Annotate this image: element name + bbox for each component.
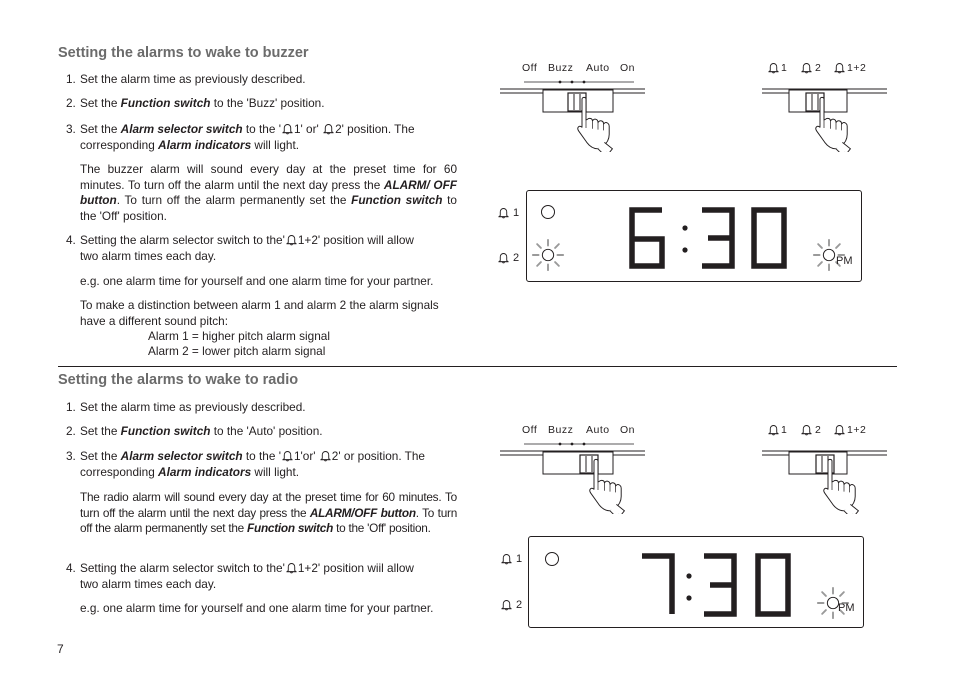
step-text: Set the alarm time as previously described.	[80, 72, 306, 86]
alarm-2-label: 2	[331, 449, 339, 463]
function-switch-diagram-auto	[500, 422, 650, 514]
display-alarm2-label: 2	[516, 599, 523, 611]
selector-label-1: 1	[781, 62, 788, 74]
alarm-1-label: 1	[293, 122, 301, 136]
buzzer-description	[80, 162, 457, 224]
step-text: two alarm times each day.	[80, 248, 217, 263]
pm-indicator: PM	[838, 602, 855, 614]
pm-indicator: PM	[836, 255, 853, 267]
step-text: Set the	[80, 424, 121, 438]
step-text: ' position will allow	[317, 233, 414, 247]
buzzer-step-1	[66, 72, 306, 88]
step-number: 2.	[66, 424, 76, 438]
step-text: Set the	[80, 96, 121, 110]
step-text: will light.	[251, 137, 299, 152]
step-text: Set the	[80, 449, 121, 463]
alarm-bell-icon	[281, 123, 294, 135]
lcd-display-radio	[498, 536, 868, 628]
step-number: 1.	[66, 400, 76, 414]
step-text: Setting the alarm selector switch to the'	[80, 233, 285, 247]
alarm-bell-icon	[285, 562, 298, 574]
alarm-2-label: 2	[335, 122, 342, 136]
switch-label-off: Off	[522, 424, 538, 436]
step-text: ' position wiil allow	[317, 561, 414, 575]
page-number: 7	[57, 642, 64, 656]
alarm-both-label: 1+2	[297, 233, 318, 247]
alarm-selector-graphic	[762, 422, 892, 514]
para-text: The radio alarm will sound every day at the preset time for 60 minutes. To turn off the alarm until the next day press the	[80, 490, 457, 520]
buzzer-example: e.g. one alarm time for yourself and one alarm time for your partner.	[80, 274, 434, 288]
selector-label-2: 2	[815, 424, 822, 436]
step-text: corresponding	[80, 137, 159, 152]
selector-label-2: 2	[815, 62, 822, 74]
switch-label-off: Off	[522, 62, 538, 74]
digit-0	[758, 556, 788, 614]
step-text: will light.	[251, 464, 299, 479]
lcd-display-buzzer	[496, 190, 866, 282]
function-switch-term: Function switch	[120, 424, 211, 438]
para-text: The buzzer alarm will sound every day at the preset time for 60 minutes. To turn off the alarm until the next day press the	[80, 162, 457, 192]
buzzer-step-4	[66, 233, 457, 264]
colon-bottom	[682, 247, 687, 252]
lcd-time-text: 7:30	[640, 604, 642, 605]
step-number: 4.	[66, 233, 76, 247]
alarm-bell-icon	[497, 207, 510, 219]
display-alarm1-label: 1	[513, 207, 520, 219]
step-number: 4.	[66, 561, 76, 575]
alarm-both-label: 1+2	[297, 561, 318, 575]
switch-label-buzz: Buzz	[548, 424, 574, 436]
radio-step-1	[66, 400, 306, 416]
step-text: Set the alarm time as previously described.	[80, 400, 306, 414]
digit-7	[642, 556, 672, 614]
lcd-digits	[640, 552, 810, 618]
pitch-alarm-2: Alarm 2 = lower pitch alarm signal	[148, 344, 326, 358]
alarm-bell-icon	[322, 123, 335, 135]
alarm-selector-diagram-2	[762, 422, 892, 514]
selector-label-1: 1	[781, 424, 788, 436]
para-text: . To turn off the alarm permanently set the	[80, 505, 457, 535]
radio-step-4	[66, 561, 457, 592]
pitch-alarm-1: Alarm 1 = higher pitch alarm signal	[148, 329, 330, 343]
alarm-indicators-term: Alarm indicators	[158, 464, 252, 479]
switch-label-auto: Auto	[586, 424, 610, 436]
alarm-1-label: 1	[293, 449, 301, 463]
radio-step-2	[66, 424, 323, 440]
display-alarm1-label: 1	[516, 553, 523, 565]
step-text: to the 'Auto' position.	[210, 424, 323, 438]
alarm2-indicator-lit-icon	[531, 238, 565, 272]
step-text: to the '	[242, 122, 281, 136]
selector-label-both: 1+2	[847, 62, 867, 74]
alarm-selector-diagram-1	[762, 60, 892, 152]
colon-bottom	[686, 595, 691, 600]
alarm-bell-icon	[319, 450, 332, 462]
function-switch-term: Function switch	[247, 521, 334, 535]
alarm-bell-icon	[500, 553, 513, 565]
section-heading-radio: Setting the alarms to wake to radio	[58, 372, 299, 388]
switch-label-on: On	[620, 62, 636, 74]
step-text: two alarm times each day.	[80, 576, 217, 591]
alarm-bell-icon	[281, 450, 294, 462]
buzzer-distinction: To make a distinction between alarm 1 and alarm 2 the alarm signals have a different sound pitch:	[80, 298, 439, 328]
alarm-indicators-term: Alarm indicators	[158, 137, 252, 152]
switch-label-auto: Auto	[586, 62, 610, 74]
step-text: ' or'	[300, 122, 323, 136]
para-text: to the 'Off' position.	[80, 193, 457, 223]
display-alarm2-label: 2	[513, 252, 520, 264]
radio-step-3	[66, 449, 457, 480]
alarm1-indicator	[545, 552, 559, 566]
radio-description	[80, 490, 457, 537]
digit-0	[754, 210, 784, 266]
selector-label-both: 1+2	[847, 424, 867, 436]
alarm-bell-icon	[285, 234, 298, 246]
step-text: 'or'	[300, 449, 319, 463]
switch-label-buzz: Buzz	[548, 62, 574, 74]
function-switch-term: Function switch	[351, 193, 443, 207]
step-text: corresponding	[80, 464, 159, 479]
alarm-selector-term: Alarm selector switch	[120, 449, 243, 463]
buzzer-step-2	[66, 96, 325, 112]
function-switch-graphic	[500, 422, 650, 514]
para-text: . To turn off the alarm permanently set the	[116, 193, 352, 207]
alarm-off-button-term: ALARM/OFF button	[309, 505, 416, 520]
alarm1-indicator	[541, 205, 555, 219]
step-text: to the 'Buzz' position.	[210, 96, 325, 110]
step-text: Set the	[80, 122, 121, 136]
digit-3	[704, 556, 734, 614]
step-number: 3.	[66, 122, 76, 136]
alarm-selector-graphic	[762, 60, 892, 152]
function-switch-diagram-buzz	[500, 60, 650, 152]
alarm-off-button-term: ALARM/ OFF button	[80, 177, 457, 207]
colon-top	[682, 225, 687, 230]
section-heading-buzzer: Setting the alarms to wake to buzzer	[58, 45, 309, 61]
digit-6	[632, 210, 662, 266]
step-text: Setting the alarm selector switch to the'	[80, 561, 285, 575]
buzzer-step-3	[66, 122, 457, 153]
section-divider	[58, 366, 897, 367]
digit-3	[702, 210, 732, 266]
step-number: 1.	[66, 72, 76, 86]
step-text: ' or position. The	[338, 449, 425, 463]
step-text: to the '	[242, 449, 281, 463]
function-switch-term: Function switch	[120, 96, 211, 110]
alarm-selector-term: Alarm selector switch	[120, 122, 243, 136]
alarm-bell-icon	[500, 599, 513, 611]
lcd-time-text: 6:30	[626, 258, 628, 259]
step-number: 2.	[66, 96, 76, 110]
radio-example: e.g. one alarm time for yourself and one alarm time for your partner.	[80, 601, 434, 615]
switch-label-on: On	[620, 424, 636, 436]
alarm-bell-icon	[497, 252, 510, 264]
function-switch-graphic	[500, 60, 650, 152]
step-number: 3.	[66, 449, 76, 463]
colon-top	[686, 573, 691, 578]
para-text: to the 'Off' position.	[333, 521, 431, 535]
step-text: ' position. The	[341, 122, 415, 136]
lcd-digits	[626, 206, 796, 270]
